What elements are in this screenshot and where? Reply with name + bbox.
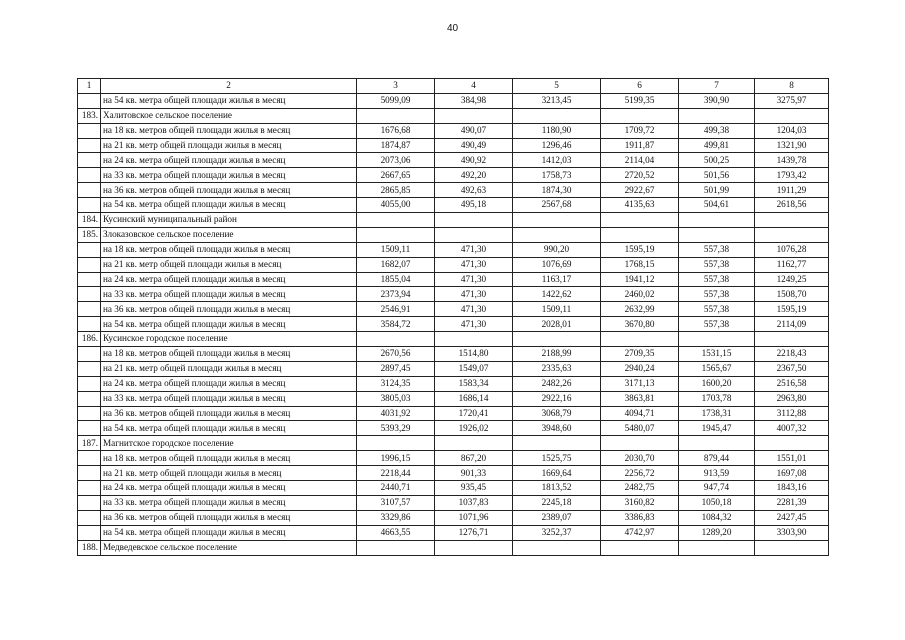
value-cell: 5480,07	[601, 421, 679, 436]
value-cell: 1412,03	[513, 153, 601, 168]
value-cell: 4055,00	[357, 198, 435, 213]
table-row	[78, 257, 829, 272]
value-cell: 867,20	[435, 451, 513, 466]
value-cell: 1289,20	[679, 525, 755, 540]
value-cell: 2218,44	[357, 466, 435, 481]
value-cell: 2720,52	[601, 168, 679, 183]
empty-cell	[755, 213, 829, 228]
empty-cell	[755, 227, 829, 242]
column-header: 1	[78, 79, 101, 94]
value-cell: 2073,06	[357, 153, 435, 168]
value-cell: 4031,92	[357, 406, 435, 421]
value-cell: 1595,19	[755, 302, 829, 317]
value-cell: 2030,70	[601, 451, 679, 466]
row-number	[78, 287, 101, 302]
empty-cell	[601, 213, 679, 228]
value-cell: 4742,97	[601, 525, 679, 540]
table-row	[78, 451, 829, 466]
value-cell: 3275,97	[755, 93, 829, 108]
value-cell: 3386,83	[601, 510, 679, 525]
value-cell: 1768,15	[601, 257, 679, 272]
row-description: на 33 кв. метра общей площади жилья в месяц	[101, 495, 357, 510]
value-cell: 1162,77	[755, 257, 829, 272]
row-description: на 33 кв. метра общей площади жилья в месяц	[101, 168, 357, 183]
table-row	[78, 183, 829, 198]
section-title: Кусинское городское поселение	[101, 332, 357, 347]
table-row	[78, 525, 829, 540]
row-description: на 54 кв. метра общей площади жилья в месяц	[101, 93, 357, 108]
section-title: Злоказовское сельское поселение	[101, 227, 357, 242]
value-cell: 2427,45	[755, 510, 829, 525]
page-number: 40	[446, 23, 459, 34]
value-cell: 2389,07	[513, 510, 601, 525]
row-number	[78, 153, 101, 168]
table-row	[78, 510, 829, 525]
value-cell: 1686,14	[435, 391, 513, 406]
value-cell: 2218,43	[755, 347, 829, 362]
empty-cell	[435, 227, 513, 242]
value-cell: 1276,71	[435, 525, 513, 540]
value-cell: 1941,12	[601, 272, 679, 287]
value-cell: 499,81	[679, 138, 755, 153]
value-cell: 1076,28	[755, 242, 829, 257]
empty-cell	[755, 332, 829, 347]
value-cell: 2373,94	[357, 287, 435, 302]
section-row	[78, 108, 829, 123]
section-row	[78, 540, 829, 555]
value-cell: 2440,71	[357, 481, 435, 496]
value-cell: 2618,56	[755, 198, 829, 213]
row-description: на 33 кв. метра общей площади жилья в месяц	[101, 287, 357, 302]
table-row	[78, 138, 829, 153]
table-row	[78, 302, 829, 317]
value-cell: 490,92	[435, 153, 513, 168]
value-cell: 390,90	[679, 93, 755, 108]
row-number	[78, 510, 101, 525]
value-cell: 471,30	[435, 272, 513, 287]
value-cell: 1843,16	[755, 481, 829, 496]
empty-cell	[357, 108, 435, 123]
empty-cell	[513, 227, 601, 242]
value-cell: 1531,15	[679, 347, 755, 362]
row-description: на 54 кв. метра общей площади жилья в месяц	[101, 421, 357, 436]
value-cell: 2922,16	[513, 391, 601, 406]
row-number	[78, 242, 101, 257]
empty-cell	[679, 227, 755, 242]
row-number	[78, 183, 101, 198]
empty-cell	[435, 108, 513, 123]
value-cell: 2482,26	[513, 376, 601, 391]
column-header: 2	[101, 79, 357, 94]
value-cell: 1076,69	[513, 257, 601, 272]
row-number	[78, 198, 101, 213]
table-row	[78, 198, 829, 213]
value-cell: 1514,80	[435, 347, 513, 362]
table-row	[78, 376, 829, 391]
value-cell: 2897,45	[357, 361, 435, 376]
value-cell: 557,38	[679, 242, 755, 257]
value-cell: 1738,31	[679, 406, 755, 421]
row-description: на 54 кв. метра общей площади жилья в месяц	[101, 317, 357, 332]
value-cell: 2335,63	[513, 361, 601, 376]
value-cell: 2114,04	[601, 153, 679, 168]
value-cell: 935,45	[435, 481, 513, 496]
value-cell: 501,99	[679, 183, 755, 198]
table-row	[78, 361, 829, 376]
row-number	[78, 361, 101, 376]
empty-cell	[513, 540, 601, 555]
empty-cell	[357, 227, 435, 242]
value-cell: 2963,80	[755, 391, 829, 406]
value-cell: 1549,07	[435, 361, 513, 376]
value-cell: 490,07	[435, 123, 513, 138]
table-row	[78, 287, 829, 302]
value-cell: 1926,02	[435, 421, 513, 436]
table-row	[78, 123, 829, 138]
column-header: 6	[601, 79, 679, 94]
value-cell: 1508,70	[755, 287, 829, 302]
column-header: 4	[435, 79, 513, 94]
value-cell: 500,25	[679, 153, 755, 168]
value-cell: 3303,90	[755, 525, 829, 540]
value-cell: 1084,32	[679, 510, 755, 525]
table-row	[78, 242, 829, 257]
column-header: 5	[513, 79, 601, 94]
value-cell: 1703,78	[679, 391, 755, 406]
value-cell: 2367,50	[755, 361, 829, 376]
row-description: на 54 кв. метра общей площади жилья в месяц	[101, 198, 357, 213]
row-number	[78, 481, 101, 496]
row-description: на 36 кв. метров общей площади жилья в месяц	[101, 406, 357, 421]
value-cell: 1855,04	[357, 272, 435, 287]
row-description: на 54 кв. метра общей площади жилья в месяц	[101, 525, 357, 540]
value-cell: 495,18	[435, 198, 513, 213]
section-title: Халитовское сельское поселение	[101, 108, 357, 123]
value-cell: 3948,60	[513, 421, 601, 436]
value-cell: 471,30	[435, 317, 513, 332]
value-cell: 1509,11	[357, 242, 435, 257]
row-number	[78, 272, 101, 287]
table-row	[78, 421, 829, 436]
value-cell: 557,38	[679, 302, 755, 317]
empty-cell	[435, 436, 513, 451]
value-cell: 1911,87	[601, 138, 679, 153]
value-cell: 1874,30	[513, 183, 601, 198]
value-cell: 2922,67	[601, 183, 679, 198]
value-cell: 492,63	[435, 183, 513, 198]
value-cell: 879,44	[679, 451, 755, 466]
value-cell: 913,59	[679, 466, 755, 481]
section-title: Магнитское городское поселение	[101, 436, 357, 451]
value-cell: 1071,96	[435, 510, 513, 525]
value-cell: 471,30	[435, 287, 513, 302]
value-cell: 1709,72	[601, 123, 679, 138]
table-row	[78, 481, 829, 496]
value-cell: 1509,11	[513, 302, 601, 317]
row-description: на 21 кв. метр общей площади жилья в месяц	[101, 257, 357, 272]
value-cell: 1758,73	[513, 168, 601, 183]
empty-cell	[435, 540, 513, 555]
table-row	[78, 347, 829, 362]
value-cell: 3252,37	[513, 525, 601, 540]
value-cell: 1037,83	[435, 495, 513, 510]
value-cell: 1163,17	[513, 272, 601, 287]
value-cell: 3068,79	[513, 406, 601, 421]
value-cell: 2567,68	[513, 198, 601, 213]
value-cell: 1697,08	[755, 466, 829, 481]
value-cell: 1321,90	[755, 138, 829, 153]
value-cell: 1682,07	[357, 257, 435, 272]
value-cell: 3805,03	[357, 391, 435, 406]
row-number	[78, 347, 101, 362]
tariff-table	[77, 78, 829, 556]
row-number	[78, 93, 101, 108]
row-description: на 36 кв. метров общей площади жилья в месяц	[101, 302, 357, 317]
value-cell: 501,56	[679, 168, 755, 183]
value-cell: 3329,86	[357, 510, 435, 525]
table-row	[78, 317, 829, 332]
value-cell: 901,33	[435, 466, 513, 481]
table-row	[78, 466, 829, 481]
row-number	[78, 466, 101, 481]
row-number: 183.	[78, 108, 101, 123]
value-cell: 557,38	[679, 317, 755, 332]
empty-cell	[357, 213, 435, 228]
row-number	[78, 421, 101, 436]
value-cell: 1525,75	[513, 451, 601, 466]
row-description: на 24 кв. метра общей площади жилья в месяц	[101, 153, 357, 168]
row-number	[78, 525, 101, 540]
value-cell: 1595,19	[601, 242, 679, 257]
value-cell: 1874,87	[357, 138, 435, 153]
value-cell: 499,38	[679, 123, 755, 138]
value-cell: 2460,02	[601, 287, 679, 302]
row-number	[78, 123, 101, 138]
row-number	[78, 317, 101, 332]
empty-cell	[679, 436, 755, 451]
value-cell: 2482,75	[601, 481, 679, 496]
value-cell: 471,30	[435, 302, 513, 317]
value-cell: 1945,47	[679, 421, 755, 436]
value-cell: 4007,32	[755, 421, 829, 436]
row-number	[78, 376, 101, 391]
value-cell: 1911,29	[755, 183, 829, 198]
value-cell: 3107,57	[357, 495, 435, 510]
row-description: на 21 кв. метр общей площади жилья в месяц	[101, 361, 357, 376]
value-cell: 2670,56	[357, 347, 435, 362]
row-number: 186.	[78, 332, 101, 347]
empty-cell	[435, 332, 513, 347]
value-cell: 1551,01	[755, 451, 829, 466]
row-description: на 24 кв. метра общей площади жилья в месяц	[101, 481, 357, 496]
row-description: на 18 кв. метров общей площади жилья в месяц	[101, 451, 357, 466]
row-description: на 18 кв. метров общей площади жилья в месяц	[101, 242, 357, 257]
value-cell: 557,38	[679, 272, 755, 287]
empty-cell	[357, 540, 435, 555]
value-cell: 2667,65	[357, 168, 435, 183]
row-number	[78, 451, 101, 466]
empty-cell	[513, 332, 601, 347]
value-cell: 1720,41	[435, 406, 513, 421]
value-cell: 1180,90	[513, 123, 601, 138]
empty-cell	[513, 108, 601, 123]
value-cell: 384,98	[435, 93, 513, 108]
value-cell: 2546,91	[357, 302, 435, 317]
empty-cell	[755, 436, 829, 451]
value-cell: 1565,67	[679, 361, 755, 376]
value-cell: 1676,68	[357, 123, 435, 138]
value-cell: 1583,34	[435, 376, 513, 391]
value-cell: 490,49	[435, 138, 513, 153]
value-cell: 504,61	[679, 198, 755, 213]
empty-cell	[755, 108, 829, 123]
value-cell: 1439,78	[755, 153, 829, 168]
value-cell: 3863,81	[601, 391, 679, 406]
row-description: на 21 кв. метр общей площади жилья в месяц	[101, 138, 357, 153]
row-number	[78, 406, 101, 421]
empty-cell	[435, 213, 513, 228]
empty-cell	[601, 227, 679, 242]
value-cell: 2245,18	[513, 495, 601, 510]
value-cell: 4663,55	[357, 525, 435, 540]
value-cell: 2632,99	[601, 302, 679, 317]
section-title: Кусинский муниципальный район	[101, 213, 357, 228]
empty-cell	[601, 436, 679, 451]
value-cell: 3171,13	[601, 376, 679, 391]
row-number	[78, 302, 101, 317]
value-cell: 5393,29	[357, 421, 435, 436]
empty-cell	[679, 108, 755, 123]
row-description: на 24 кв. метра общей площади жилья в месяц	[101, 272, 357, 287]
value-cell: 557,38	[679, 287, 755, 302]
value-cell: 1793,42	[755, 168, 829, 183]
row-number	[78, 138, 101, 153]
section-row	[78, 227, 829, 242]
row-description: на 18 кв. метров общей площади жилья в месяц	[101, 347, 357, 362]
value-cell: 2256,72	[601, 466, 679, 481]
value-cell: 3124,35	[357, 376, 435, 391]
value-cell: 2709,35	[601, 347, 679, 362]
table-row	[78, 272, 829, 287]
value-cell: 2281,39	[755, 495, 829, 510]
value-cell: 492,20	[435, 168, 513, 183]
value-cell: 471,30	[435, 257, 513, 272]
value-cell: 2114,09	[755, 317, 829, 332]
empty-cell	[601, 540, 679, 555]
empty-cell	[601, 108, 679, 123]
value-cell: 1996,15	[357, 451, 435, 466]
value-cell: 4094,71	[601, 406, 679, 421]
value-cell: 3670,80	[601, 317, 679, 332]
value-cell: 471,30	[435, 242, 513, 257]
value-cell: 3160,82	[601, 495, 679, 510]
section-row	[78, 436, 829, 451]
value-cell: 2940,24	[601, 361, 679, 376]
value-cell: 5199,35	[601, 93, 679, 108]
row-number: 188.	[78, 540, 101, 555]
table-header-row	[78, 79, 829, 94]
value-cell: 2865,85	[357, 183, 435, 198]
value-cell: 1600,20	[679, 376, 755, 391]
value-cell: 947,74	[679, 481, 755, 496]
value-cell: 4135,63	[601, 198, 679, 213]
value-cell: 2028,01	[513, 317, 601, 332]
row-number: 187.	[78, 436, 101, 451]
empty-cell	[679, 540, 755, 555]
value-cell: 557,38	[679, 257, 755, 272]
value-cell: 1050,18	[679, 495, 755, 510]
value-cell: 3584,72	[357, 317, 435, 332]
empty-cell	[679, 213, 755, 228]
table-body	[78, 79, 829, 556]
value-cell: 2188,99	[513, 347, 601, 362]
value-cell: 1422,62	[513, 287, 601, 302]
section-row	[78, 332, 829, 347]
value-cell: 1204,03	[755, 123, 829, 138]
table-row	[78, 168, 829, 183]
empty-cell	[513, 213, 601, 228]
value-cell: 1669,64	[513, 466, 601, 481]
row-number	[78, 168, 101, 183]
row-number	[78, 257, 101, 272]
column-header: 3	[357, 79, 435, 94]
row-number: 185.	[78, 227, 101, 242]
empty-cell	[357, 436, 435, 451]
section-row	[78, 213, 829, 228]
row-description: на 36 кв. метров общей площади жилья в месяц	[101, 510, 357, 525]
empty-cell	[679, 332, 755, 347]
value-cell: 1813,52	[513, 481, 601, 496]
value-cell: 990,20	[513, 242, 601, 257]
value-cell: 3112,88	[755, 406, 829, 421]
value-cell: 3213,45	[513, 93, 601, 108]
column-header: 7	[679, 79, 755, 94]
row-number	[78, 391, 101, 406]
value-cell: 5099,09	[357, 93, 435, 108]
table-row	[78, 406, 829, 421]
row-description: на 24 кв. метра общей площади жилья в месяц	[101, 376, 357, 391]
value-cell: 1249,25	[755, 272, 829, 287]
table-row	[78, 153, 829, 168]
row-number	[78, 495, 101, 510]
row-description: на 33 кв. метра общей площади жилья в месяц	[101, 391, 357, 406]
value-cell: 2516,58	[755, 376, 829, 391]
empty-cell	[357, 332, 435, 347]
column-header: 8	[755, 79, 829, 94]
value-cell: 1296,46	[513, 138, 601, 153]
table-row	[78, 93, 829, 108]
row-description: на 36 кв. метров общей площади жилья в месяц	[101, 183, 357, 198]
empty-cell	[755, 540, 829, 555]
empty-cell	[513, 436, 601, 451]
section-title: Медведевское сельское поселение	[101, 540, 357, 555]
row-number: 184.	[78, 213, 101, 228]
empty-cell	[601, 332, 679, 347]
row-description: на 21 кв. метр общей площади жилья в месяц	[101, 466, 357, 481]
table-row	[78, 495, 829, 510]
table-row	[78, 391, 829, 406]
row-description: на 18 кв. метров общей площади жилья в месяц	[101, 123, 357, 138]
